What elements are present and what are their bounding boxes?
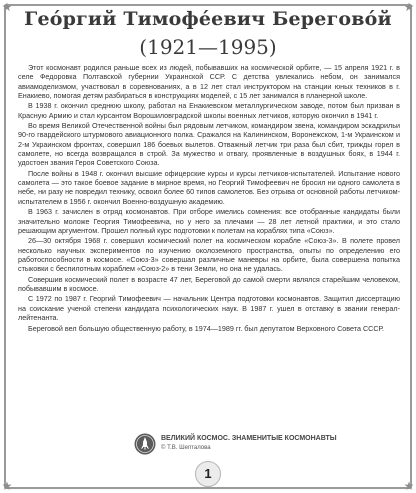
paragraph: С 1972 по 1987 г. Георгий Тимофеевич — начальник Центра подготовки космонавтов. Защитил диссертацию на соискание ученой степени кандидата психологических наук. В 1987 г. ушел в отставку в звании генерал-лейтенанта. (18, 294, 400, 323)
paragraph: После войны в 1948 г. окончил высшие офицерские курсы и курсы летчиков-испытателей. Испытание нового самолета — это такое боевое задание в мирное время, но Георгий Тимофеевич не бросил ни одного самолета в небе, ни разу не повредил технику, освоил более 60 типов самолетов. Без отрыва от основной работы летчиком-испытателем в 1956 г. окончил Военно-воздушную академию. (18, 168, 400, 206)
page-title: Гео́ргий Тимофе́евич Берегово́й (24, 8, 392, 30)
paragraph: Береговой вел большую общественную работу, в 1974—1989 гг. был депутатом Верховного Совета СССР. (28, 323, 384, 333)
page-number: 1 (195, 461, 221, 487)
copyright: © Т.В. Шепталова (161, 445, 211, 451)
corner-star-icon: ★ (403, 0, 415, 14)
corner-star-icon: ★ (403, 479, 415, 493)
series-brand: ВЕЛИКИЙ КОСМОС. ЗНАМЕНИТЫЕ КОСМОНАВТЫ (161, 435, 337, 442)
paragraph: Этот космонавт родился раньше всех из людей, побывавших на космической орбите, — 15 апреля 1921 г. в селе Федоровка Полтавской губернии Украинской ССР. С детства увлекались небом, он занимался авиамоделизмом, участвовал в соревнованиях, а в 12 лет стал инструктором на станции юных техников в г. Енакиево, помогая детям разбираться в конструкциях моделей, с 15 лет занимался в планерной школе. (18, 63, 400, 100)
paragraph: Во время Великой Отечественной войны был рядовым летчиком, командиром звена, командиром эскадрильи 90-го гвардейского штурмового авиационного полка. Сражался на Калининском, Воронежском, 1-м Украинском и 2-м Украинском фронтах, совершил 186 боевых вылетов. Отважный летчик три раза был сбит, трижды горел в самолете, но всегда возвращался в строй. За мужество и отвагу, проявленные в воздушных боях, в 1944 г. удостоен звания Героя Советского Союза. (18, 121, 400, 168)
life-years: (1921—1995) (139, 35, 277, 59)
paragraph: В 1938 г. окончил среднюю школу, работал на Енакиевском металлургическом заводе, потом был призван в Красную Армию и стал курсантом Ворошиловградской школы военных летчиков, которую окончил в 1941 г. (18, 101, 400, 120)
biography-text (18, 63, 400, 334)
corner-star-icon: ★ (1, 479, 13, 493)
paragraph: Совершив космический полет в возрасте 47 лет, Береговой до самой смерти являлся старейшим человеком, побывавшим в космосе. (18, 274, 400, 293)
paragraph: В 1963 г. зачислен в отряд космонавтов. При отборе имелись сомнения: все отобранные кандидаты были значительно моложе Георгия Тимофеевича, но у него за плечами — 28 лет летной практики, и это стало решающим аргументом. Прошел полный курс подготовки к полетам на кораблях типа «Союз». (18, 207, 400, 235)
corner-star-icon: ★ (1, 0, 13, 14)
rocket-logo-icon (134, 433, 156, 455)
paragraph: 26—30 октября 1968 г. совершил космический полет на космическом корабле «Союз-3». В полете провел несколько научных экспериментов по изучению околоземного пространства, опыты по определению его работоспособности в космосе. «Союз-3» совершал различные маневры на орбите, была совершена попытка стыковки с беспилотным кораблем «Союз-2» в тени Земли, но она не удалась. (18, 236, 400, 274)
